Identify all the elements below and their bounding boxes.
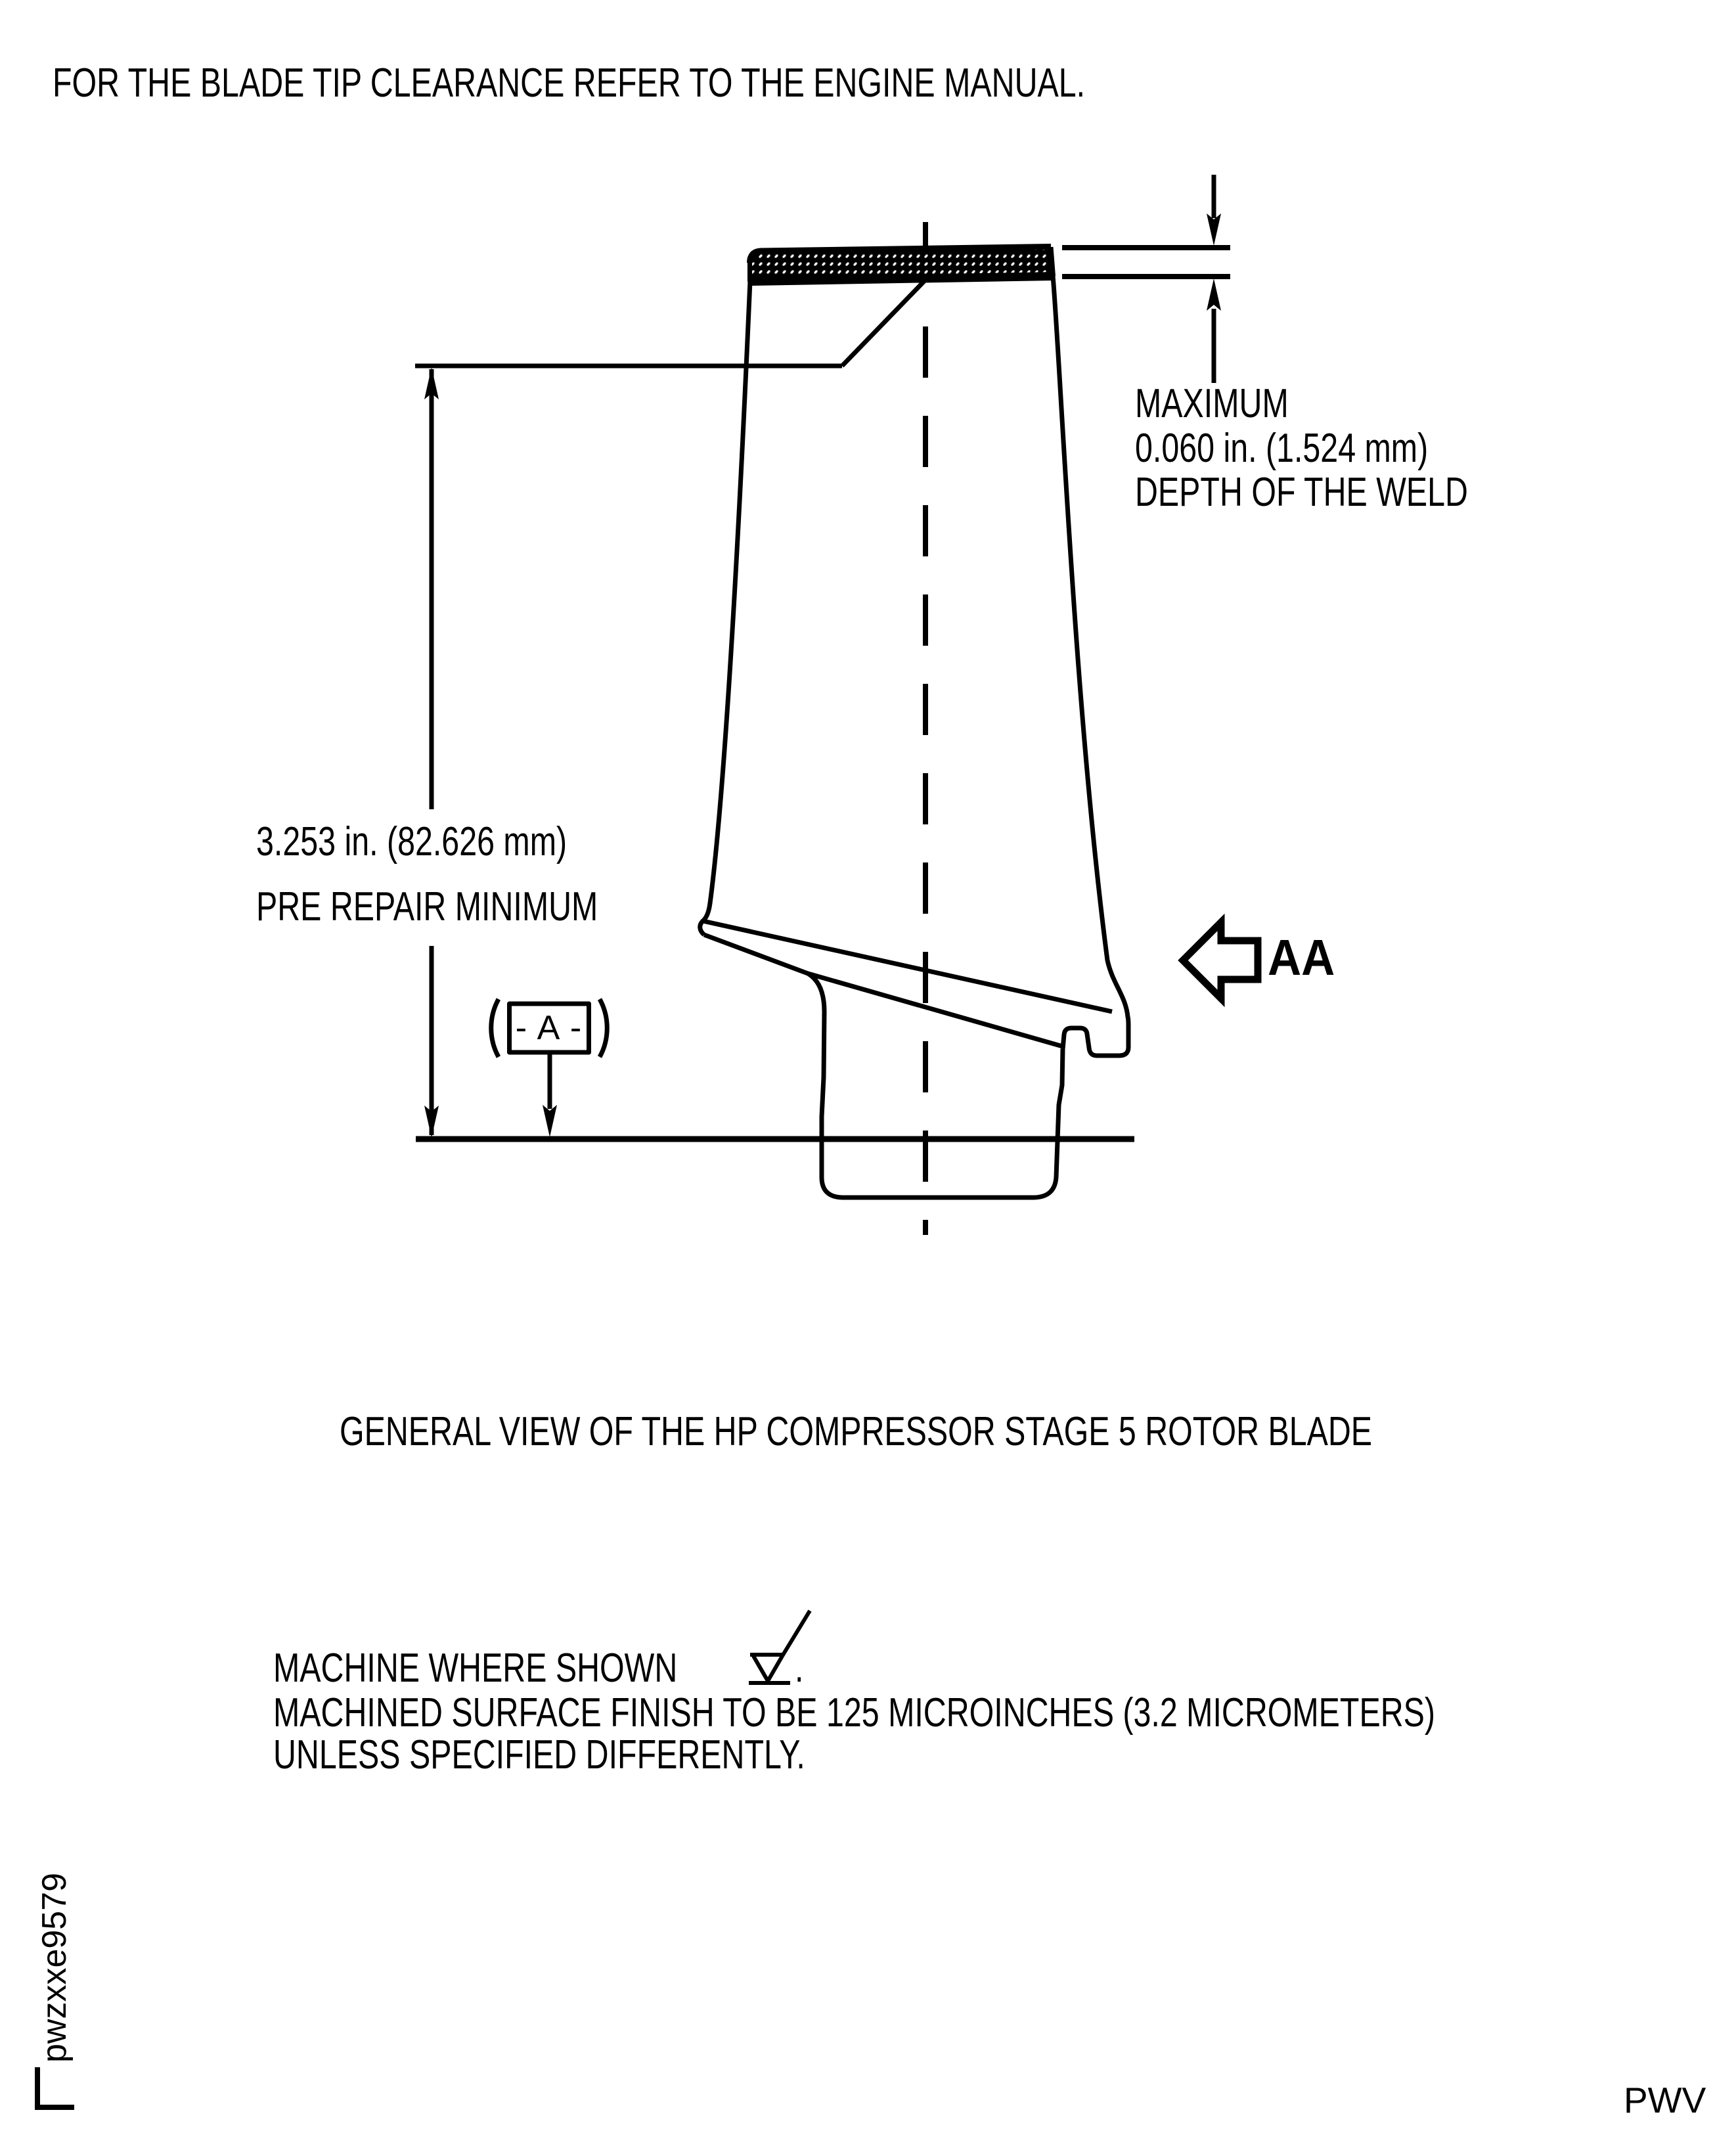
doc-code-bracket-icon xyxy=(35,2067,74,2109)
weld-depth-arrowhead-top xyxy=(1207,213,1221,246)
platform-top-edge xyxy=(703,921,1112,1012)
view-arrow-label: AA xyxy=(1268,929,1335,986)
blade-trailing-edge xyxy=(1053,276,1128,1056)
figure-caption: GENERAL VIEW OF THE HP COMPRESSOR STAGE 5 ROTOR BLADE xyxy=(340,1409,1373,1454)
datum-leader-arrowhead xyxy=(543,1105,557,1137)
weld-depth-arrowhead-bottom xyxy=(1207,279,1221,311)
pre-repair-dimension-value: 3.253 in. (82.626 mm) xyxy=(256,819,568,864)
page-code: PWV xyxy=(1624,2080,1706,2120)
weld-depth-note-line1: MAXIMUM xyxy=(1135,381,1289,426)
page-title: FOR THE BLADE TIP CLEARANCE REFER TO THE ENGINE MANUAL. xyxy=(53,60,1086,106)
weld-band-right-edge xyxy=(1051,247,1054,277)
weld-depth-note-line3: DEPTH OF THE WELD xyxy=(1135,470,1468,515)
weld-zone-diagonal-line xyxy=(842,279,927,366)
doc-code: pwzxxe9579 xyxy=(35,1872,74,2063)
blade-leading-edge xyxy=(700,281,750,935)
blade-root-outline xyxy=(808,974,1063,1198)
view-direction-arrow-icon xyxy=(1183,922,1258,998)
datum-paren-right xyxy=(600,999,607,1057)
pre-repair-dimension-label: PRE REPAIR MINIMUM xyxy=(256,884,598,929)
machine-note-line1-period: . xyxy=(795,1646,804,1691)
weld-band-bottom-edge xyxy=(750,277,1054,282)
machine-note-line2: MACHINED SURFACE FINISH TO BE 125 MICROINCHES (3.2 MICROMETERS) xyxy=(273,1690,1435,1736)
weld-depth-note-line2: 0.060 in. (1.524 mm) xyxy=(1135,426,1429,471)
datum-paren-left xyxy=(491,999,499,1057)
machine-note-line1: MACHINE WHERE SHOWN xyxy=(273,1646,678,1691)
machine-note-line3: UNLESS SPECIFIED DIFFERENTLY. xyxy=(273,1732,805,1778)
datum-label: - A - xyxy=(515,1009,583,1047)
